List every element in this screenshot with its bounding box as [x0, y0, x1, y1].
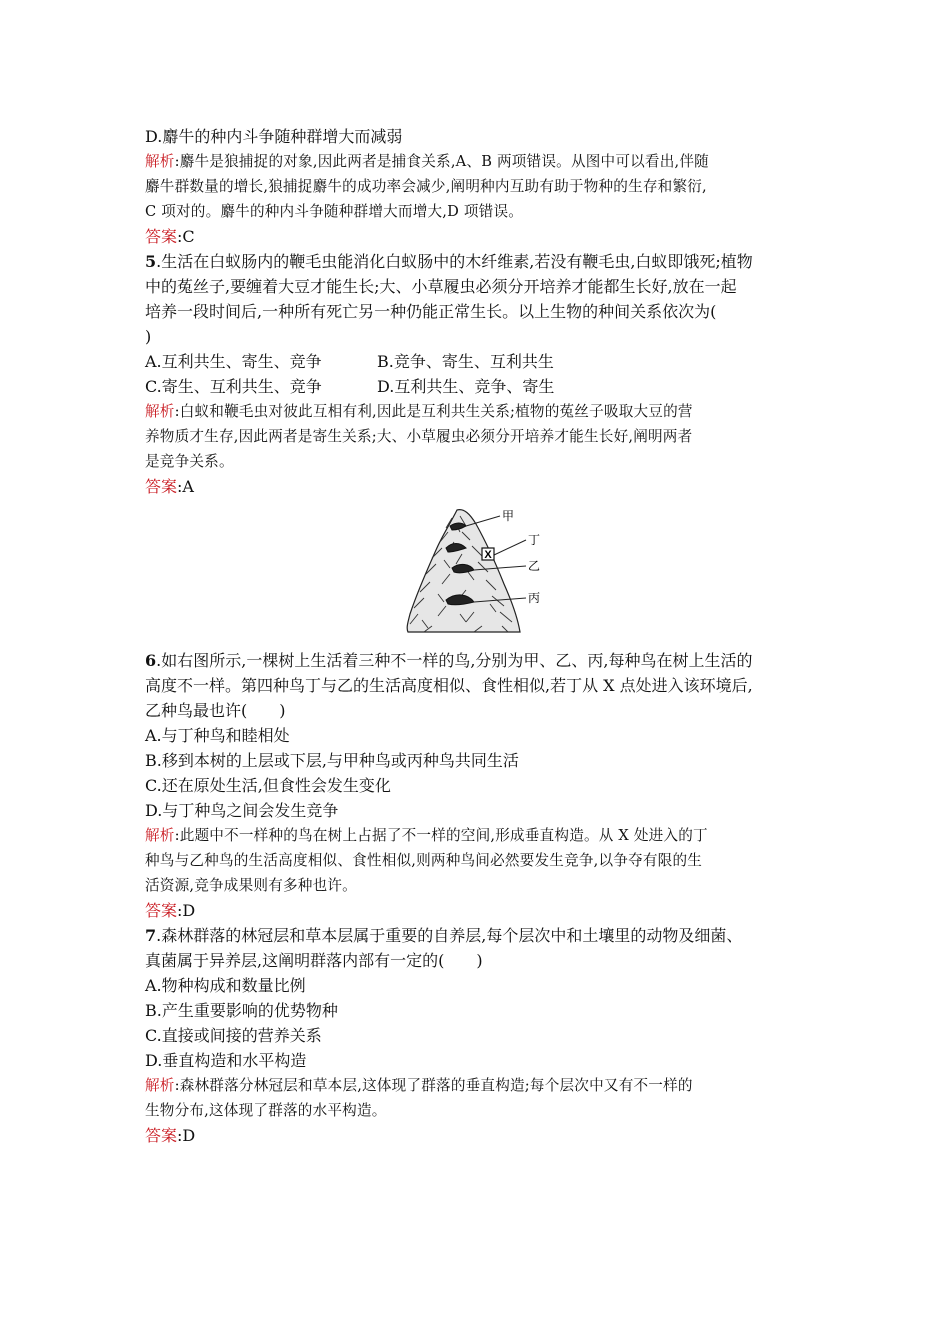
tree-illustration [402, 502, 562, 644]
q7-explanation: 解析:森林群落分林冠层和草本层,这体现了群落的垂直构造;每个层次中又有不一样的 [145, 1077, 693, 1094]
label-yi: 乙 [528, 559, 541, 573]
q7-option-a: A.物种构成和数量比例 [145, 976, 306, 995]
q6-option-d: D.与丁种鸟之间会发生竞争 [145, 801, 339, 820]
label-ding: 丁 [528, 533, 541, 547]
explanation-tag: 解析 [145, 1077, 175, 1094]
q6-option-a: A.与丁种鸟和睦相处 [145, 726, 290, 745]
answer-tag: 答案 [145, 227, 178, 246]
x-point-label: X [484, 549, 492, 561]
q7-stem-line: 真菌属于异养层,这阐明群落内部有一定的( ) [145, 951, 483, 970]
q7-option-c: C.直接或间接的营养关系 [145, 1026, 322, 1045]
q6-explanation: 解析:此题中不一样种的鸟在树上占据了不一样的空间,形成垂直构造。从 X 处进入的丁 [145, 827, 708, 844]
q6-explanation-line: 活资源,竞争成果则有多种也许。 [145, 877, 357, 894]
q6-option-b: B.移到本树的上层或下层,与甲种鸟或丙种鸟共同生活 [145, 751, 519, 770]
q7-stem: 7.森林群落的林冠层和草本层属于重要的自养层,每个层次中和土壤里的动物及细菌、 [145, 926, 743, 945]
q7-option-b: B.产生重要影响的优势物种 [145, 1001, 338, 1020]
question-number: 6 [145, 651, 157, 670]
label-bing: 丙 [528, 591, 541, 605]
q5-option-c: C.寄生、互利共生、竞争 [145, 377, 322, 396]
q4-explanation-line: 麝牛群数量的增长,狼捕捉麝牛的成功率会减少,阐明种内互助有助于物种的生存和繁衍, [145, 178, 707, 195]
label-jia: 甲 [502, 509, 515, 523]
q4-explanation-line: C 项对的。麝牛的种内斗争随种群增大而增大,D 项错误。 [145, 203, 524, 220]
q4-answer: 答案:C [145, 227, 195, 246]
q5-option-b: B.竞争、寄生、互利共生 [377, 352, 554, 371]
q6-answer: 答案:D [145, 901, 196, 920]
answer-tag: 答案 [145, 477, 178, 496]
question-number: 7 [145, 926, 157, 945]
q5-stem-line: 中的菟丝子,要缠着大豆才能生长;大、小草履虫必须分开培养才能都生长好,放在一起 [145, 277, 737, 296]
q4-explanation: 解析:麝牛是狼捕捉的对象,因此两者是捕食关系,A、B 两项错误。从图中可以看出,伴随 [145, 153, 709, 170]
q5-stem-line: ) [145, 327, 152, 346]
q5-options-row [145, 349, 810, 374]
q5-explanation-line: 是竞争关系。 [145, 453, 234, 470]
answer-tag: 答案 [145, 1126, 178, 1145]
explanation-tag: 解析 [145, 827, 175, 844]
q5-stem-line: 培养一段时间后,一种所有死亡另一种仍能正常生长。以上生物的种间关系依次为( [145, 302, 717, 321]
q4-option-d: D.麝牛的种内斗争随种群增大而减弱 [145, 127, 403, 146]
q5-options-row [145, 374, 810, 399]
tree-birds-figure [145, 502, 810, 644]
q6-explanation-line: 种鸟与乙种鸟的生活高度相似、食性相似,则两种鸟间必然要发生竞争,以争夺有限的生 [145, 852, 703, 869]
question-number: 5 [145, 252, 157, 271]
q6-stem-line: 高度不一样。第四种鸟丁与乙的生活高度相似、食性相似,若丁从 X 点处进入该环境后, [145, 676, 753, 695]
q5-option-a: A.互利共生、寄生、竞争 [145, 352, 322, 371]
q5-option-d: D.互利共生、竞争、寄生 [377, 377, 555, 396]
q5-answer: 答案:A [145, 477, 194, 496]
explanation-tag: 解析 [145, 403, 175, 420]
q7-answer: 答案:D [145, 1126, 196, 1145]
q7-option-d: D.垂直构造和水平构造 [145, 1051, 307, 1070]
q5-explanation-line: 养物质才生存,因此两者是寄生关系;大、小草履虫必须分开培养才能生长好,阐明两者 [145, 428, 693, 445]
q5-explanation: 解析:白蚁和鞭毛虫对彼此互相有利,因此是互利共生关系;植物的菟丝子吸取大豆的营 [145, 403, 693, 420]
q6-option-c: C.还在原处生活,但食性会发生变化 [145, 776, 391, 795]
q6-stem-line: 乙种鸟最也许( ) [145, 701, 286, 720]
q6-stem: 6.如右图所示,一棵树上生活着三种不一样的鸟,分别为甲、乙、丙,每种鸟在树上生活的 [145, 651, 753, 670]
explanation-tag: 解析 [145, 153, 175, 170]
answer-tag: 答案 [145, 901, 178, 920]
q7-explanation-line: 生物分布,这体现了群落的水平构造。 [145, 1102, 387, 1119]
q5-stem: 5.生活在白蚁肠内的鞭毛虫能消化白蚁肠中的木纤维素,若没有鞭毛虫,白蚁即饿死;植物 [145, 252, 753, 271]
document-page [145, 124, 810, 1148]
